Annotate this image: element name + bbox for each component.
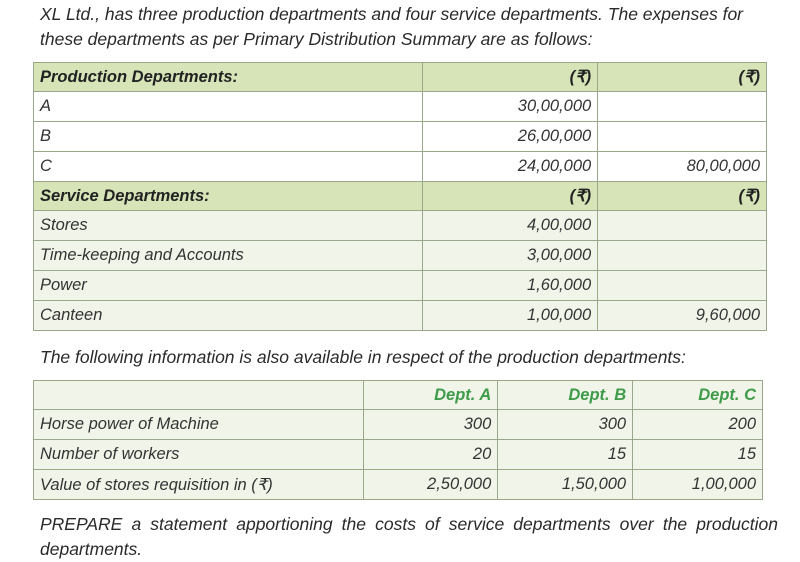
production-header-row [34,63,767,92]
table-row [34,152,767,182]
row-amount: 3,00,000 [423,241,598,271]
row-total [598,271,767,301]
table-row [34,122,767,152]
row-label: Canteen [34,301,423,331]
service-header-col2: (₹) [598,182,767,211]
table-row [34,271,767,301]
row-total [598,122,767,152]
table-row [34,241,767,271]
value-dept-a: 300 [364,410,498,440]
row-amount: 1,00,000 [423,301,598,331]
table-row [34,211,767,241]
value-dept-c: 200 [633,410,763,440]
table-row [34,301,767,331]
value-dept-b: 300 [498,410,633,440]
row-label: B [34,122,423,152]
instruction-paragraph: PREPARE a statement apportioning the costs of service departments over the production departments. [40,514,778,559]
row-amount: 30,00,000 [423,92,598,122]
row-label: Stores [34,211,423,241]
table-row [34,440,763,470]
row-amount: 26,00,000 [423,122,598,152]
service-header-col1: (₹) [423,182,598,211]
value-dept-a: 2,50,000 [364,470,498,500]
row-total [598,211,767,241]
table-row [34,92,767,122]
expense-table [33,62,767,331]
production-header-label: Production Departments: [34,63,423,92]
row-amount: 1,60,000 [423,271,598,301]
department-info-table [33,380,763,500]
header-dept-b: Dept. B [498,381,633,410]
row-label: Value of stores requisition in (₹) [34,470,364,500]
row-total: 9,60,000 [598,301,767,331]
header-dept-c: Dept. C [633,381,763,410]
info-paragraph: The following information is also available in respect of the production departments: [40,347,686,367]
value-dept-b: 15 [498,440,633,470]
table-row [34,410,763,440]
header-dept-a: Dept. A [364,381,498,410]
production-header-col2: (₹) [598,63,767,92]
dept-header-row [34,381,763,410]
intro-paragraph: XL Ltd., has three production departments and four service departments. The expenses for these departments as per Primary Distribution Summary are as follows: [40,4,743,49]
row-label: Number of workers [34,440,364,470]
value-dept-b: 1,50,000 [498,470,633,500]
row-amount: 24,00,000 [423,152,598,182]
header-blank [34,381,364,410]
production-header-col1: (₹) [423,63,598,92]
service-header-row [34,182,767,211]
service-header-label: Service Departments: [34,182,423,211]
row-amount: 4,00,000 [423,211,598,241]
row-label: C [34,152,423,182]
value-dept-c: 1,00,000 [633,470,763,500]
row-label: Horse power of Machine [34,410,364,440]
value-dept-c: 15 [633,440,763,470]
row-label: Time-keeping and Accounts [34,241,423,271]
row-total [598,92,767,122]
value-dept-a: 20 [364,440,498,470]
row-label: A [34,92,423,122]
row-label: Power [34,271,423,301]
table-row [34,470,763,500]
row-total [598,241,767,271]
row-total: 80,00,000 [598,152,767,182]
